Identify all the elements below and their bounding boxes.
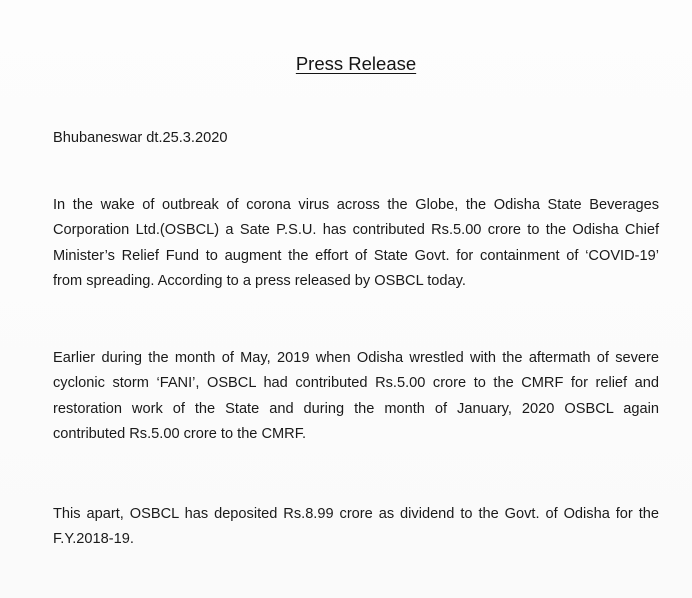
paragraph-line: F.Y.2018-19. — [53, 531, 134, 548]
paragraph-line: Corporation Ltd.(OSBCL) a Sate P.S.U. has contributed Rs.5.00 crore to the Odisha Chief — [53, 222, 659, 239]
paragraph-dividend — [53, 502, 659, 553]
paragraph-corona-contribution — [53, 193, 659, 294]
paragraph-line: This apart, OSBCL has deposited Rs.8.99 crore as dividend to the Govt. of Odisha for the — [53, 506, 659, 522]
paragraph-line: contributed Rs.5.00 crore to the CMRF. — [53, 425, 307, 442]
paragraph-line: Earlier during the month of May, 2019 when Odisha wrestled with the aftermath of severe — [53, 350, 659, 366]
paragraph-line: In the wake of outbreak of corona virus across the Globe, the Odisha State Beverages — [53, 197, 659, 213]
paragraph-line: cyclonic storm ‘FANI’, OSBCL had contributed Rs.5.00 crore to the CMRF for relief and — [53, 375, 659, 392]
dateline: Bhubaneswar dt.25.3.2020 — [53, 130, 228, 146]
paragraph-fani-contribution — [53, 346, 659, 447]
paragraph-line: restoration work of the State and during the month of January, 2020 OSBCL again — [53, 400, 659, 417]
page-title: Press Release — [295, 53, 417, 74]
paragraph-line: from spreading. According to a press released by OSBCL today. — [53, 272, 466, 289]
paragraph-line: Minister’s Relief Fund to augment the effort of State Govt. for containment of ‘COVID-19’ — [53, 247, 659, 264]
